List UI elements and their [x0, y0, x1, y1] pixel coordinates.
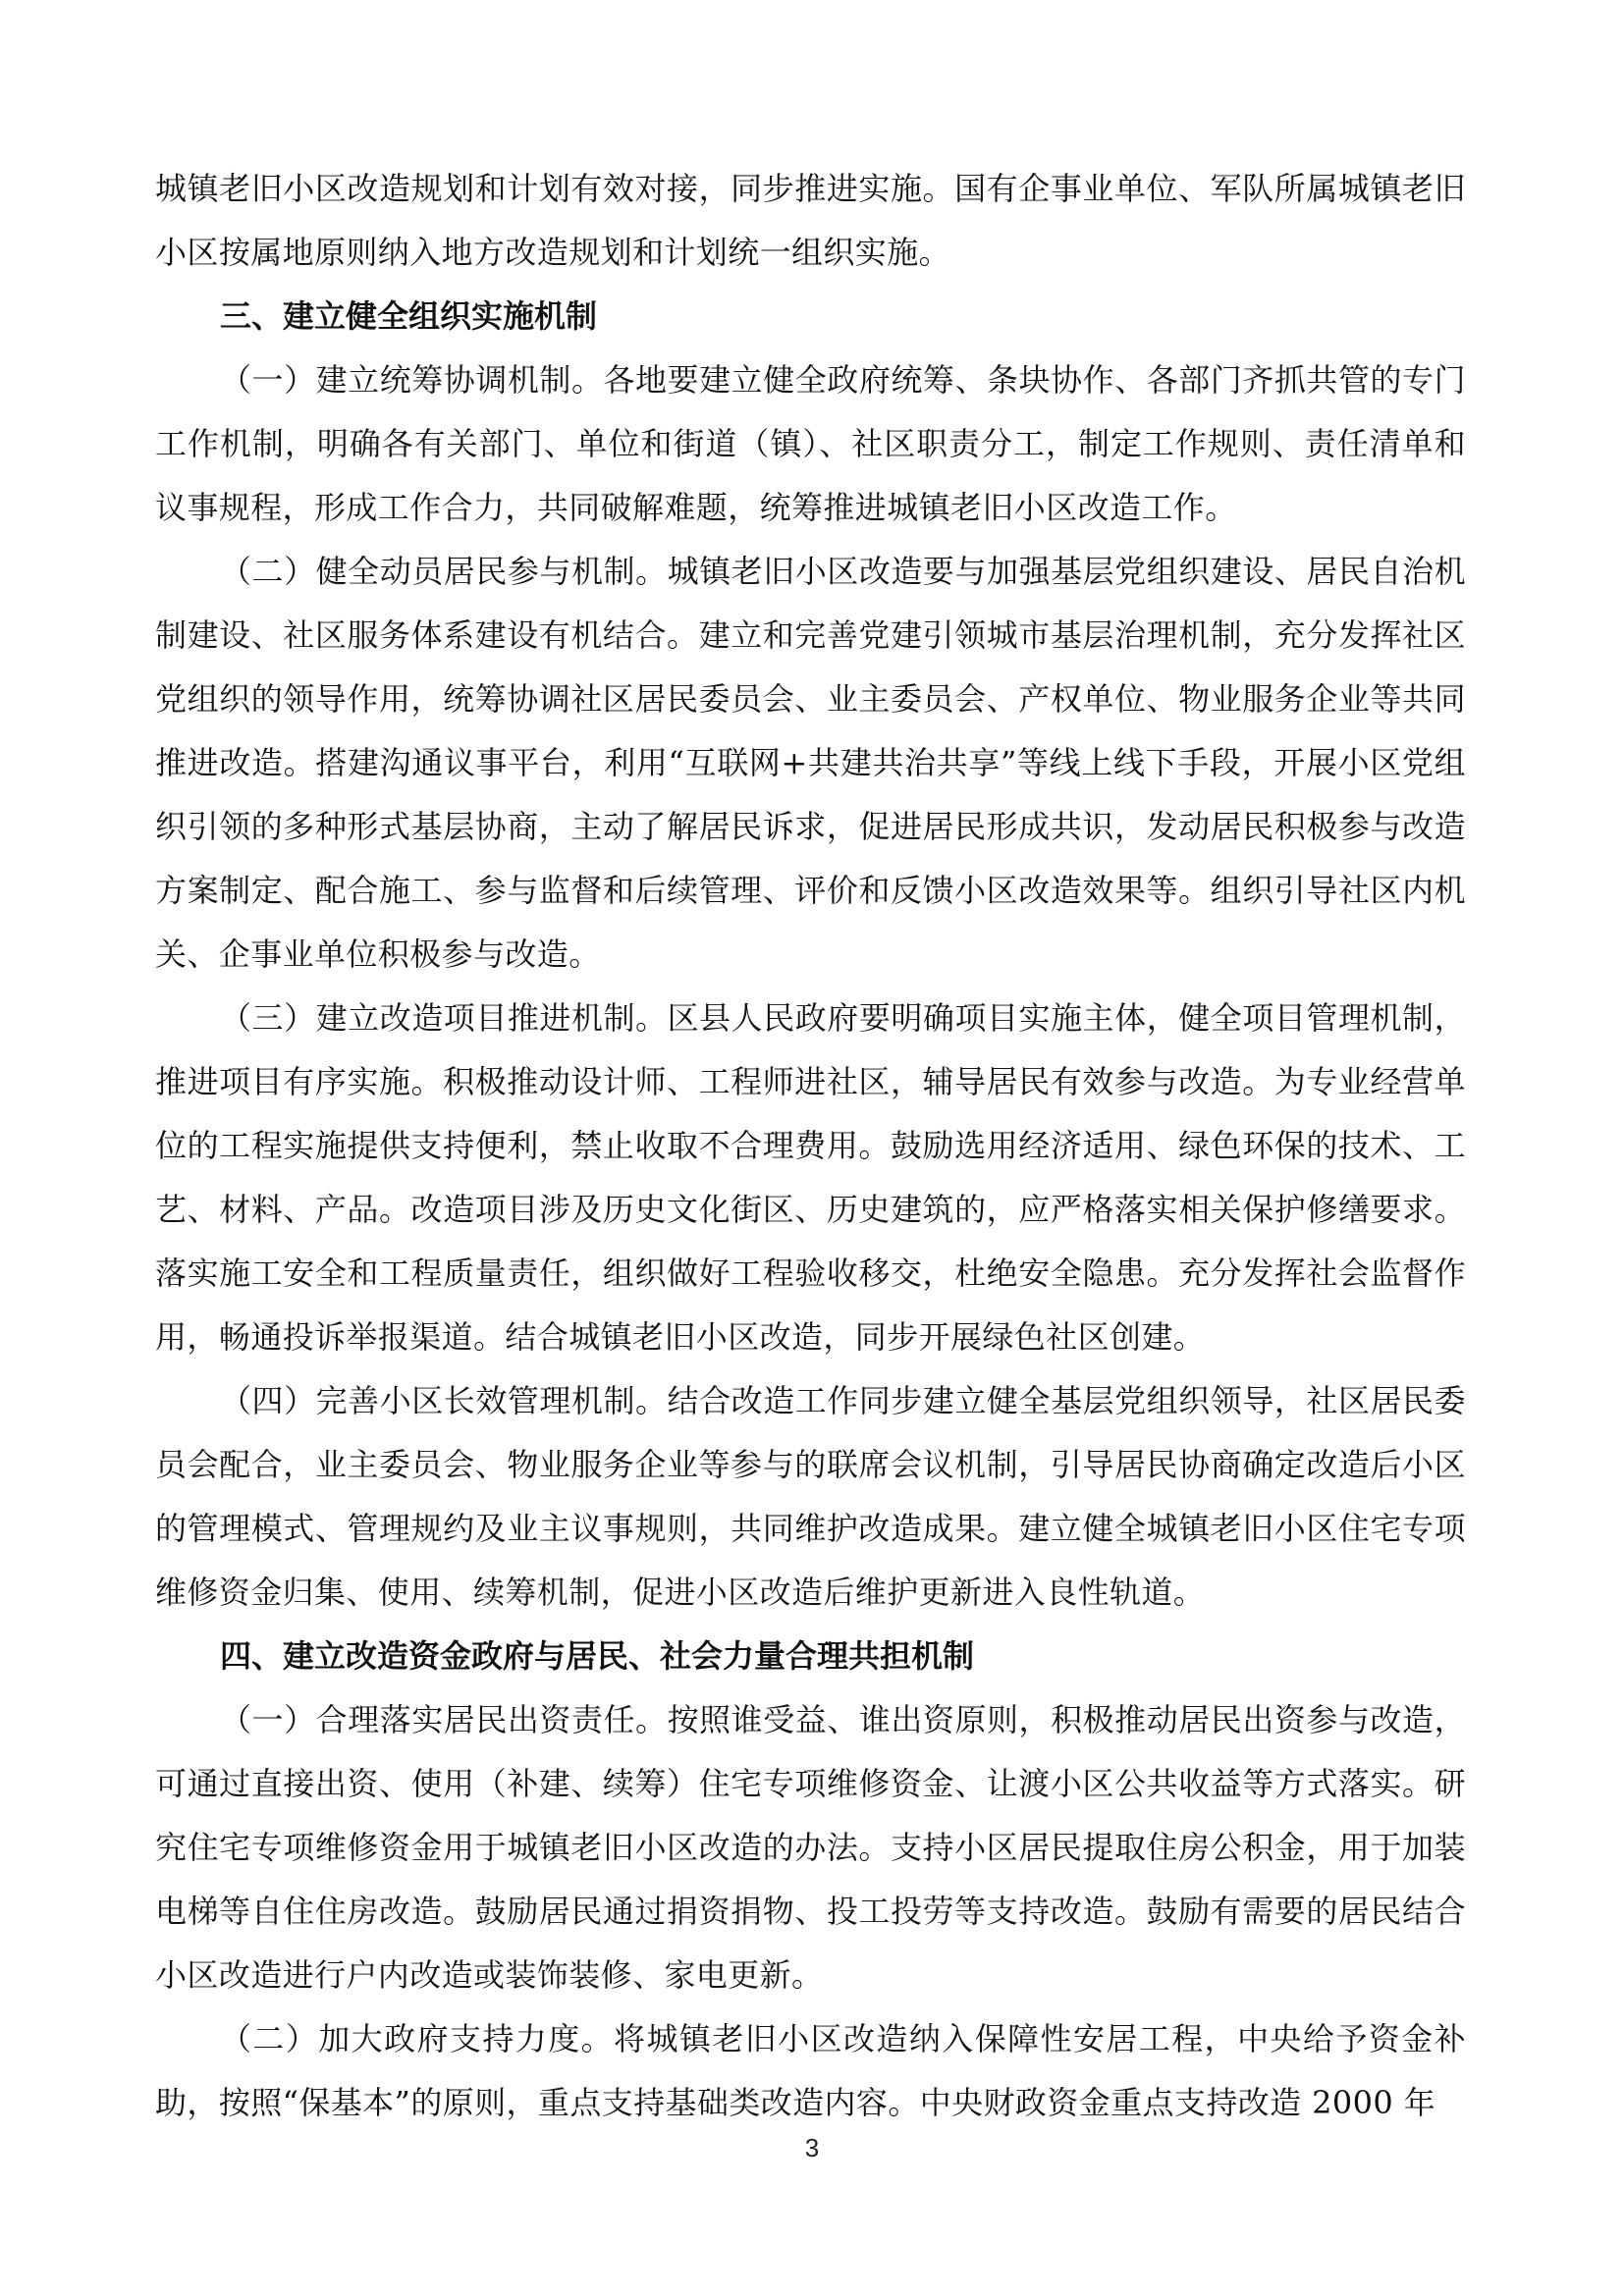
paragraph-project-promotion: （三）建立改造项目推进机制。区县人民政府要明确项目实施主体，健全项目管理机制，推进项目有序实施。积极推动设计师、工程师进社区，辅导居民有效参与改造。为专业经营单位的工程实施提供支持便利，禁止收取不合理费用。鼓励选用经济适用、绿色环保的技术、工艺、材料、产品。改造项目涉及历史文化街区、历史建筑的，应严格落实相关保护修缮要求。落实施工安全和工程质量责任，组织做好工程验收移交，杜绝安全隐患。充分发挥社会监督作用，畅通投诉举报渠道。结合城镇老旧小区改造，同步开展绿色社区创建。: [155, 999, 1466, 1356]
paragraph-government-support: （二）加大政府支持力度。将城镇老旧小区改造纳入保障性安居工程，中央给予资金补助，按照“保基本”的原则，重点支持基础类改造内容。中央财政资金重点支持改造 2000 年: [155, 2020, 1466, 2121]
paragraph-long-term-management: （四）完善小区长效管理机制。结合改造工作同步建立健全基层党组织领导，社区居民委员会配合，业主委员会、物业服务企业等参与的联席会议机制，引导居民协商确定改造后小区的管理模式、管理规约及业主议事规则，共同维护改造成果。建立健全城镇老旧小区住宅专项维修资金归集、使用、续筹机制，促进小区改造后维护更新进入良性轨道。: [155, 1382, 1466, 1611]
paragraph-coordination-mechanism: （一）建立统筹协调机制。各地要建立健全政府统筹、条块协作、各部门齐抓共管的专门工作机制，明确各有关部门、单位和街道（镇）、社区职责分工，制定工作规则、责任清单和议事规程，形成工作合力，共同破解难题，统筹推进城镇老旧小区改造工作。: [155, 361, 1466, 526]
paragraph-continuation: 城镇老旧小区改造规划和计划有效对接，同步推进实施。国有企事业单位、军队所属城镇老旧小区按属地原则纳入地方改造规划和计划统一组织实施。: [155, 170, 1466, 271]
page-number: 3: [804, 2133, 820, 2163]
paragraph-resident-funding: （一）合理落实居民出资责任。按照谁受益、谁出资原则，积极推动居民出资参与改造，可通过直接出资、使用（补建、续筹）住宅专项维修资金、让渡小区公共收益等方式落实。研究住宅专项维修资金用于城镇老旧小区改造的办法。支持小区居民提取住房公积金，用于加装电梯等自住住房改造。鼓励居民通过捐资捐物、投工投劳等支持改造。鼓励有需要的居民结合小区改造进行户内改造或装饰装修、家电更新。: [155, 1701, 1466, 1994]
document-page: [155, 157, 1466, 2135]
paragraph-resident-participation: （二）健全动员居民参与机制。城镇老旧小区改造要与加强基层党组织建设、居民自治机制建设、社区服务体系建设有机结合。建立和完善党建引领城市基层治理机制，充分发挥社区党组织的领导作用，统筹协调社区居民委员会、业主委员会、产权单位、物业服务企业等共同推进改造。搭建沟通议事平台，利用“互联网+共建共治共享”等线上线下手段，开展小区党组织引领的多种形式基层协商，主动了解居民诉求，促进居民形成共识，发动居民积极参与改造方案制定、配合施工、参与监督和后续管理、评价和反馈小区改造效果等。组织引导社区内机关、企事业单位积极参与改造。: [155, 553, 1466, 973]
section-heading-4: 四、建立改造资金政府与居民、社会力量合理共担机制: [220, 1637, 975, 1675]
section-heading-3: 三、建立健全组织实施机制: [220, 297, 598, 335]
